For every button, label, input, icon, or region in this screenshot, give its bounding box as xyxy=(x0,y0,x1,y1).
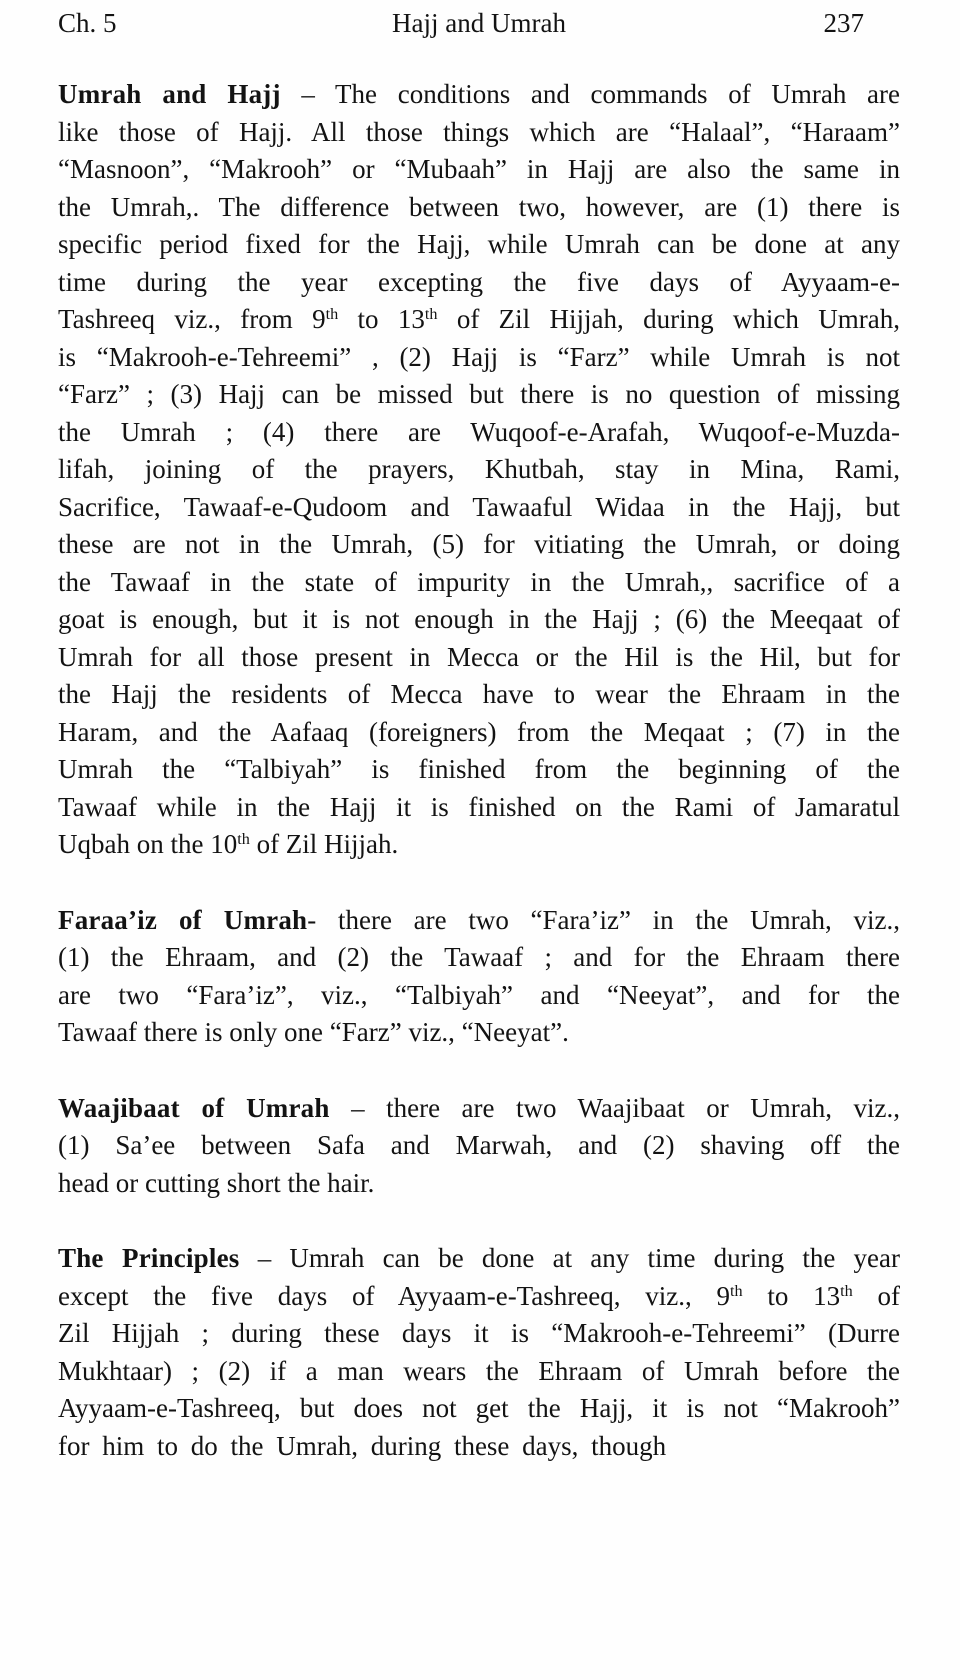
text-line xyxy=(58,376,900,414)
text-line xyxy=(58,1428,900,1466)
ordinal-superscript: th xyxy=(840,1281,853,1300)
text-line xyxy=(58,76,900,114)
paragraph-lead: Umrah and Hajj xyxy=(58,79,281,109)
text-segment: of Zil Hijjah, during which Umrah, xyxy=(437,304,900,334)
paragraph-lead: Waajibaat of Umrah xyxy=(58,1092,330,1123)
text-segment: Zil Hijjah ; during these days it is “Makrooh-e-Tehreemi” (Durre xyxy=(58,1318,900,1348)
text-segment: Tawaaf there is only one “Farz” viz., “Neeyat”. xyxy=(58,1017,569,1047)
paragraph xyxy=(58,1240,900,1465)
text-segment: – there are two Waajibaat or Umrah, viz., xyxy=(329,1092,900,1123)
text-segment: like those of Hajj. All those things which are “Halaal”, “Haraam” xyxy=(58,116,900,147)
text-segment: – Umrah can be done at any time during the year xyxy=(239,1243,900,1273)
paragraph xyxy=(58,1090,900,1203)
ordinal-superscript: th xyxy=(237,830,250,849)
text-line xyxy=(58,1127,900,1165)
text-line xyxy=(58,226,900,264)
text-segment: “Farz” ; (3) Hajj can be missed but there is no question of missing xyxy=(58,379,900,409)
text-segment: Ayyaam-e-Tashreeq, but does not get the Hajj, it is not “Makrooh” xyxy=(58,1393,900,1423)
text-segment: the Umrah ; (4) there are Wuqoof-e-Arafah, Wuqoof-e-Muzda- xyxy=(58,416,900,447)
text-segment: Mukhtaar) ; (2) if a man wears the Ehraam of Umrah before the xyxy=(58,1355,900,1386)
ordinal-superscript: th xyxy=(424,305,438,324)
text-line xyxy=(58,1390,900,1428)
text-line xyxy=(58,1278,900,1316)
text-segment: of Zil Hijjah. xyxy=(249,829,399,859)
text-segment: (1) the Ehraam, and (2) the Tawaaf ; and for the Ehraam there xyxy=(58,942,900,972)
text-line xyxy=(58,1014,900,1052)
text-line xyxy=(58,601,900,639)
text-segment: Tawaaf while in the Hajj it is finished on the Rami of Jamaratul xyxy=(58,791,900,822)
text-segment: - there are two “Fara’iz” in the Umrah, viz., xyxy=(307,904,900,935)
text-line xyxy=(58,1353,900,1391)
text-segment: Uqbah on the 10 xyxy=(58,829,238,859)
page-title: Hajj and Umrah xyxy=(392,8,566,38)
text-segment: Umrah the “Talbiyah” is finished from the beginning of the xyxy=(58,754,900,784)
text-line xyxy=(58,301,900,339)
text-line xyxy=(58,564,900,602)
text-line xyxy=(58,264,900,302)
page-number: 237 xyxy=(823,8,864,38)
text-segment: the Tawaaf in the state of impurity in the Umrah,, sacrifice of a xyxy=(58,566,900,597)
paragraph-lead: The Principles xyxy=(58,1243,240,1273)
text-segment: are two “Fara’iz”, viz., “Talbiyah” and “Neeyat”, and for the xyxy=(58,979,900,1010)
chapter-label: Ch. 5 xyxy=(58,8,117,38)
text-segment: to 13 xyxy=(338,304,425,334)
text-line xyxy=(58,1090,900,1128)
text-line xyxy=(58,977,900,1015)
text-line xyxy=(58,151,900,189)
text-line xyxy=(58,189,900,227)
text-line xyxy=(58,714,900,752)
text-body xyxy=(58,76,900,1465)
text-segment: goat is enough, but it is not enough in the Hajj ; (6) the Meeqaat of xyxy=(58,604,900,634)
text-line xyxy=(58,1240,900,1278)
text-segment: for him to do the Umrah, during these days, though xyxy=(58,1430,667,1461)
ordinal-superscript: th xyxy=(730,1281,743,1300)
text-line xyxy=(58,676,900,714)
text-segment: “Masnoon”, “Makrooh” or “Mubaah” in Hajj are also the same in xyxy=(58,154,900,184)
text-segment: to 13 xyxy=(742,1280,841,1311)
text-line xyxy=(58,526,900,564)
text-line xyxy=(58,414,900,452)
text-line xyxy=(58,489,900,527)
text-line xyxy=(58,1165,900,1203)
text-segment: the Hajj the residents of Mecca have to wear the Ehraam in the xyxy=(58,679,900,709)
text-line xyxy=(58,826,900,864)
text-segment: (1) Sa’ee between Safa and Marwah, and (2) shaving off the xyxy=(58,1130,900,1160)
text-line xyxy=(58,339,900,377)
text-segment: time during the year excepting the five days of Ayyaam-e- xyxy=(58,266,900,297)
text-segment: Haram, and the Aafaaq (foreigners) from the Meqaat ; (7) in the xyxy=(58,716,900,747)
text-segment: lifah, joining of the prayers, Khutbah, stay in Mina, Rami, xyxy=(58,454,900,484)
paragraph xyxy=(58,76,900,864)
text-segment: of xyxy=(852,1280,900,1311)
text-segment: Tashreeq viz., from 9 xyxy=(58,304,326,334)
text-segment: except the five days of Ayyaam-e-Tashreeq, viz., 9 xyxy=(58,1280,731,1311)
text-line xyxy=(58,789,900,827)
text-line xyxy=(58,639,900,677)
text-line xyxy=(58,1315,900,1353)
text-segment: Umrah for all those present in Mecca or the Hil is the Hil, but for xyxy=(58,641,900,672)
text-line xyxy=(58,451,900,489)
running-header xyxy=(58,8,900,38)
text-line xyxy=(58,902,900,940)
text-segment: these are not in the Umrah, (5) for vitiating the Umrah, or doing xyxy=(58,529,900,559)
text-segment: – The conditions and commands of Umrah are xyxy=(280,79,900,109)
text-segment: is “Makrooh-e-Tehreemi” , (2) Hajj is “Farz” while Umrah is not xyxy=(58,341,900,372)
text-line xyxy=(58,751,900,789)
text-segment: specific period fixed for the Hajj, while Umrah can be done at any xyxy=(58,229,900,259)
text-segment: the Umrah,. The difference between two, however, are (1) there is xyxy=(58,191,900,222)
paragraph-lead: Faraa’iz of Umrah xyxy=(58,904,308,935)
text-segment: head or cutting short the hair. xyxy=(58,1167,375,1198)
text-segment: Sacrifice, Tawaaf-e-Qudoom and Tawaaful Widaa in the Hajj, but xyxy=(58,491,900,522)
paragraph xyxy=(58,902,900,1052)
text-line xyxy=(58,114,900,152)
ordinal-superscript: th xyxy=(325,305,339,324)
text-line xyxy=(58,939,900,977)
